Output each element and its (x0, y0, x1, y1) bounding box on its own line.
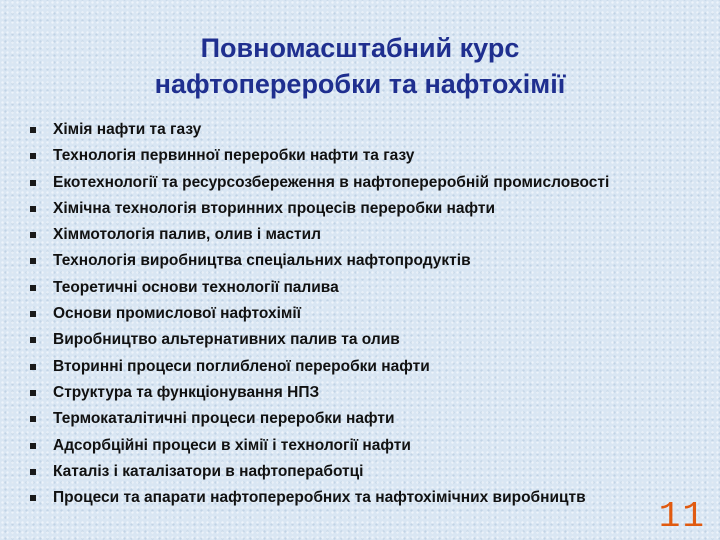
square-bullet-icon (30, 337, 36, 343)
list-item-text: Хіммотологія палив, олив і мастил (53, 226, 322, 244)
list-item-text: Каталіз і каталізатори в нафтопеработці (53, 462, 364, 480)
square-bullet-icon (30, 495, 36, 501)
list-item (30, 354, 710, 380)
list-item-text: Технологія виробництва спеціальних нафтопродуктів (53, 252, 471, 270)
list-item (30, 196, 710, 222)
list-item (30, 117, 710, 143)
square-bullet-icon (30, 285, 36, 291)
list-item (30, 248, 710, 274)
list-item-text: Вторинні процеси поглибленої переробки нафти (53, 357, 430, 375)
slide-title-line-2: нафтопереробки та нафтохімії (154, 69, 566, 99)
square-bullet-icon (30, 127, 36, 133)
square-bullet-icon (30, 258, 36, 264)
square-bullet-icon (30, 311, 36, 317)
list-item-text: Процеси та апарати нафтопереробних та нафтохімічних виробництв (53, 489, 586, 507)
list-item-text: Основи промислової нафтохімії (53, 305, 302, 323)
course-list (30, 117, 710, 511)
list-item (30, 459, 710, 485)
list-item (30, 380, 710, 406)
list-item-text: Хімічна технологія вторинних процесів переробки нафти (53, 199, 495, 217)
list-item-text: Теоретичні основи технології палива (53, 278, 339, 296)
list-item (30, 170, 710, 196)
list-item (30, 275, 710, 301)
square-bullet-icon (30, 206, 36, 212)
list-item-text: Адсорбційні процеси в хімії і технології нафти (53, 436, 411, 454)
square-bullet-icon (30, 390, 36, 396)
list-item-text: Структура та функціонування НПЗ (53, 383, 320, 401)
list-item (30, 327, 710, 353)
square-bullet-icon (30, 364, 36, 370)
list-item-text: Екотехнології та ресурсозбереження в нафтопереробній промисловості (53, 173, 610, 191)
square-bullet-icon (30, 443, 36, 449)
page-number: 11 (658, 496, 706, 537)
square-bullet-icon (30, 469, 36, 475)
list-item (30, 485, 710, 511)
slide-title-line-1: Повномасштабний курс (200, 33, 520, 63)
list-item-text: Термокаталітичні процеси переробки нафти (53, 410, 395, 428)
square-bullet-icon (30, 416, 36, 422)
list-item-text: Виробництво альтернативних палив та олив (53, 331, 400, 349)
list-item (30, 433, 710, 459)
square-bullet-icon (30, 180, 36, 186)
slide-title (0, 30, 720, 102)
square-bullet-icon (30, 153, 36, 159)
list-item-text: Технологія первинної переробки нафти та газу (53, 147, 415, 165)
list-item (30, 406, 710, 432)
list-item (30, 143, 710, 169)
square-bullet-icon (30, 232, 36, 238)
list-item (30, 301, 710, 327)
list-item-text: Хімія нафти та газу (53, 121, 202, 138)
list-item (30, 222, 710, 248)
